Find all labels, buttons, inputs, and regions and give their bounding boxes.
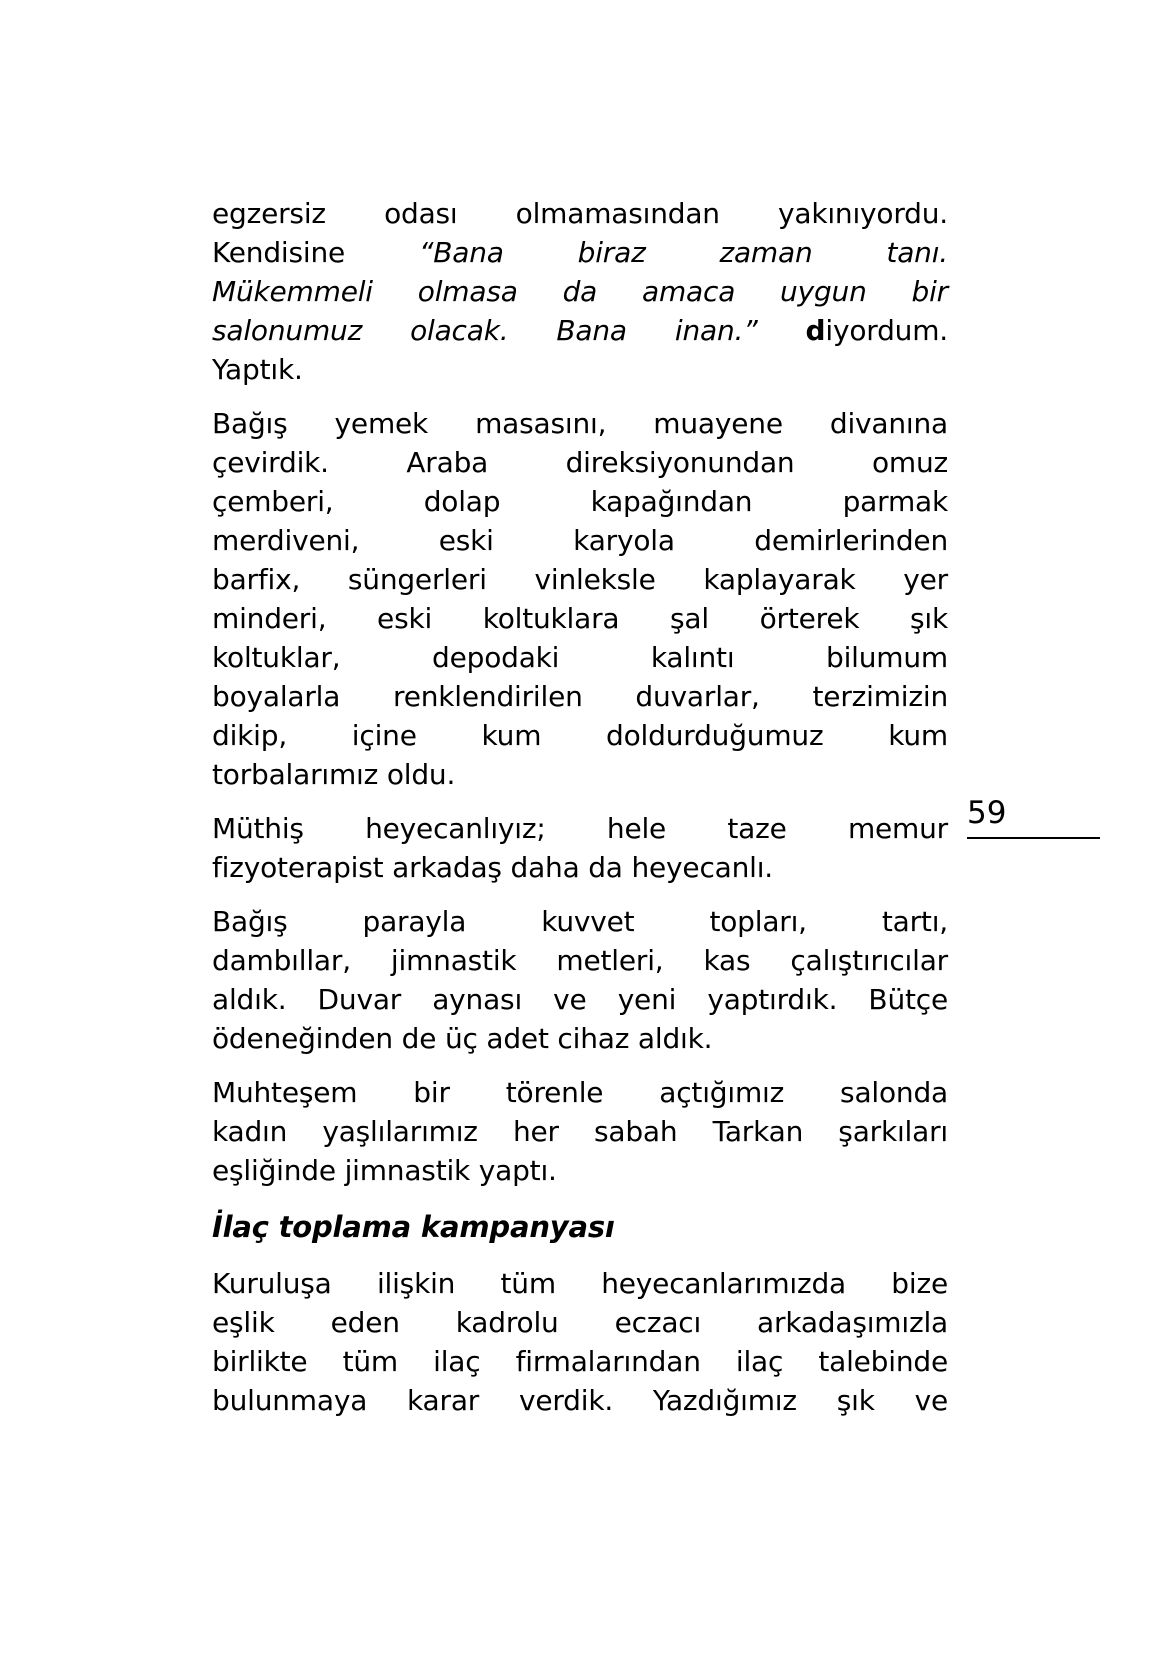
- text-segment: boyalarla renklendirilen duvarlar, terzimizin: [212, 680, 948, 713]
- text-segment: “Bana biraz zaman tanı.: [418, 236, 948, 269]
- text-segment: salonumuz olacak. Bana inan.”: [212, 314, 806, 347]
- text-segment: minderi, eski koltuklara şal örterek şık: [212, 602, 948, 635]
- page-number: 59: [967, 795, 1007, 831]
- section-heading: [212, 1205, 948, 1249]
- text-line: [212, 755, 948, 794]
- paragraph: [212, 902, 948, 1058]
- text-segment: Kendisine: [212, 236, 419, 269]
- text-line: [212, 1073, 948, 1112]
- text-line: [212, 809, 948, 848]
- text-line: [212, 902, 948, 941]
- page-text-column: [212, 194, 948, 1435]
- text-line: [212, 1151, 948, 1190]
- text-segment: kadın yaşlılarımız her sabah Tarkan şarkıları: [212, 1115, 948, 1148]
- text-line: [212, 1205, 948, 1249]
- text-line: [212, 443, 948, 482]
- text-segment: aldık. Duvar aynası ve yeni yaptırdık. Bütçe: [212, 983, 948, 1016]
- text-segment: bulunmaya karar verdik. Yazdığımız şık ve: [212, 1384, 948, 1417]
- text-segment: Muhteşem bir törenle açtığımız salonda: [212, 1076, 948, 1109]
- text-segment: ödeneğinden de üç adet cihaz aldık.: [212, 1022, 713, 1055]
- text-line: [212, 1303, 948, 1342]
- text-line: [212, 404, 948, 443]
- text-segment: birlikte tüm ilaç firmalarından ilaç talebinde: [212, 1345, 948, 1378]
- page-number-marker: [967, 797, 1100, 839]
- text-segment: egzersiz odası olmamasından yakınıyordu.: [212, 197, 948, 230]
- text-line: [212, 311, 948, 350]
- text-line: [212, 233, 948, 272]
- text-segment: eşlik eden kadrolu eczacı arkadaşımızla: [212, 1306, 948, 1339]
- text-line: [212, 1381, 948, 1420]
- text-line: [212, 1342, 948, 1381]
- text-line: [212, 521, 948, 560]
- text-segment: çemberi, dolap kapağından parmak: [212, 485, 948, 518]
- text-line: [212, 677, 948, 716]
- text-line: [212, 1264, 948, 1303]
- text-segment: koltuklar, depodaki kalıntı bilumum: [212, 641, 948, 674]
- text-segment: Bağış yemek masasını, muayene divanına: [212, 407, 948, 440]
- text-segment: iyordum.: [825, 314, 948, 347]
- text-line: [212, 599, 948, 638]
- text-segment: Mükemmeli olmasa da amaca uygun bir: [212, 275, 948, 308]
- paragraph: [212, 809, 948, 887]
- text-segment: torbalarımız oldu.: [212, 758, 456, 791]
- text-segment: barfix, süngerleri vinleksle kaplayarak yer: [212, 563, 948, 596]
- text-line: [212, 848, 948, 887]
- text-segment: d: [805, 314, 826, 347]
- text-segment: fizyoterapist arkadaş daha da heyecanlı.: [212, 851, 773, 884]
- paragraph: [212, 1264, 948, 1420]
- text-segment: dikip, içine kum doldurduğumuz kum: [212, 719, 948, 752]
- text-line: [212, 638, 948, 677]
- text-line: [212, 350, 948, 389]
- text-line: [212, 980, 948, 1019]
- text-segment: Kuruluşa ilişkin tüm heyecanlarımızda bize: [212, 1267, 948, 1300]
- paragraph: [212, 1073, 948, 1190]
- text-segment: İlaç toplama kampanyası: [212, 1210, 615, 1244]
- paragraph: [212, 404, 948, 794]
- text-line: [212, 941, 948, 980]
- text-line: [212, 716, 948, 755]
- text-segment: merdiveni, eski karyola demirlerinden: [212, 524, 948, 557]
- text-segment: Bağış parayla kuvvet topları, tartı,: [212, 905, 948, 938]
- text-line: [212, 482, 948, 521]
- text-line: [212, 194, 948, 233]
- text-line: [212, 272, 948, 311]
- text-segment: Müthiş heyecanlıyız; hele taze memur: [212, 812, 948, 845]
- text-line: [212, 1019, 948, 1058]
- text-segment: çevirdik. Araba direksiyonundan omuz: [212, 446, 948, 479]
- paragraph: [212, 194, 948, 389]
- text-segment: Yaptık.: [212, 353, 303, 386]
- text-segment: eşliğinde jimnastik yaptı.: [212, 1154, 557, 1187]
- text-segment: dambıllar, jimnastik metleri, kas çalıştırıcılar: [212, 944, 948, 977]
- text-line: [212, 1112, 948, 1151]
- text-line: [212, 560, 948, 599]
